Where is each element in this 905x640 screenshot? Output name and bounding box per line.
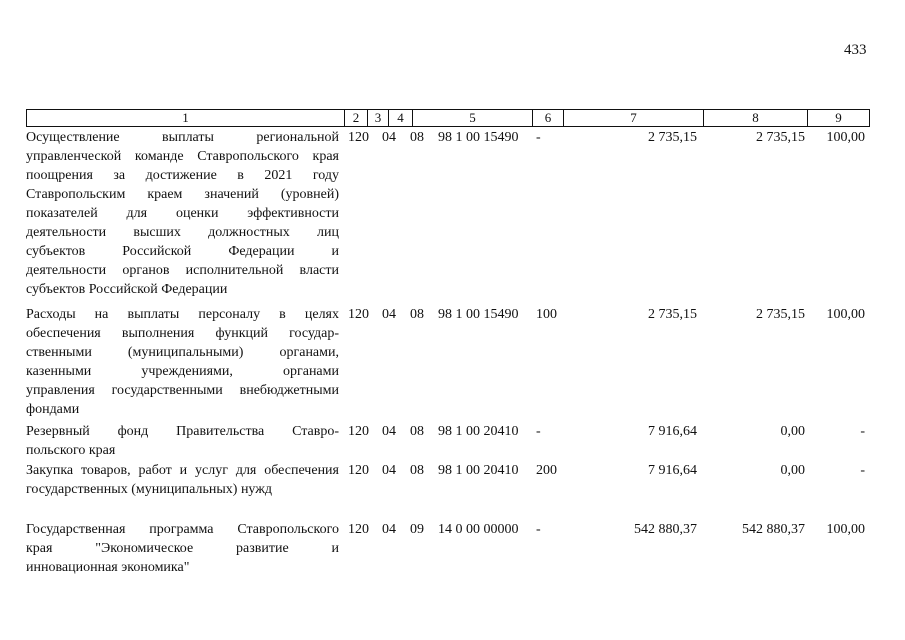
description-line: Осуществление выплаты региональной xyxy=(26,130,339,145)
header-col-5: 5 xyxy=(413,110,533,126)
cell-col-9: - xyxy=(860,463,865,478)
description-line: деятельности органов исполнительной власти xyxy=(26,263,339,278)
cell-col-7: 2 735,15 xyxy=(648,130,697,145)
cell-col-6: 100 xyxy=(536,307,557,322)
header-col-4: 4 xyxy=(389,110,413,126)
cell-col-5: 98 1 00 20410 xyxy=(438,424,519,439)
description-line: управления государственными внебюджетными xyxy=(26,383,339,398)
cell-col-6: - xyxy=(536,130,541,145)
cell-col-2: 120 xyxy=(348,130,369,145)
cell-col-5: 98 1 00 20410 xyxy=(438,463,519,478)
cell-col-5: 98 1 00 15490 xyxy=(438,130,519,145)
description-line: края "Экономическое развитие и xyxy=(26,541,339,556)
header-col-3: 3 xyxy=(368,110,389,126)
cell-col-7: 7 916,64 xyxy=(648,463,697,478)
table-header xyxy=(26,109,870,127)
cell-col-7: 542 880,37 xyxy=(634,522,697,537)
description-line: польского края xyxy=(26,443,116,458)
description-line: Закупка товаров, работ и услуг для обеспечения xyxy=(26,463,339,478)
cell-col-3: 04 xyxy=(382,463,396,478)
cell-col-7: 7 916,64 xyxy=(648,424,697,439)
row-description xyxy=(26,520,339,577)
cell-col-2: 120 xyxy=(348,522,369,537)
cell-col-8: 542 880,37 xyxy=(742,522,805,537)
row-description xyxy=(26,461,339,499)
row-description xyxy=(26,128,339,299)
row-description xyxy=(26,422,339,460)
description-line: обеспечения выполнения функций государ- xyxy=(26,326,339,341)
cell-col-3: 04 xyxy=(382,130,396,145)
cell-col-4: 08 xyxy=(410,424,424,439)
cell-col-9: 100,00 xyxy=(826,522,865,537)
cell-col-2: 120 xyxy=(348,463,369,478)
cell-col-4: 08 xyxy=(410,463,424,478)
cell-col-5: 14 0 00 00000 xyxy=(438,522,519,537)
header-col-9: 9 xyxy=(835,110,842,125)
cell-col-3: 04 xyxy=(382,522,396,537)
cell-col-2: 120 xyxy=(348,307,369,322)
cell-col-4: 09 xyxy=(410,522,424,537)
cell-col-4: 08 xyxy=(410,307,424,322)
description-line: поощрения за достижение в 2021 году xyxy=(26,168,339,183)
cell-col-6: - xyxy=(536,522,541,537)
description-line: субъектов Российской Федерации и xyxy=(26,244,339,259)
description-line: казенными учреждениями, органами xyxy=(26,364,339,379)
cell-col-8: 2 735,15 xyxy=(756,307,805,322)
cell-col-4: 08 xyxy=(410,130,424,145)
description-line: показателей для оценки эффективности xyxy=(26,206,339,221)
header-col-1: 1 xyxy=(27,110,345,126)
description-line: Ставропольским краем значений (уровней) xyxy=(26,187,339,202)
header-col-2: 2 xyxy=(345,110,368,126)
description-line: ственными (муниципальными) органами, xyxy=(26,345,339,360)
cell-col-9: 100,00 xyxy=(826,307,865,322)
cell-col-2: 120 xyxy=(348,424,369,439)
cell-col-3: 04 xyxy=(382,307,396,322)
cell-col-8: 0,00 xyxy=(780,424,805,439)
row-description xyxy=(26,305,339,419)
cell-col-9: - xyxy=(860,424,865,439)
description-line: фондами xyxy=(26,402,80,417)
cell-col-3: 04 xyxy=(382,424,396,439)
description-line: управленческой команде Ставропольского края xyxy=(26,149,339,164)
description-line: Резервный фонд Правительства Ставро- xyxy=(26,424,339,439)
cell-col-9: 100,00 xyxy=(826,130,865,145)
cell-col-6: 200 xyxy=(536,463,557,478)
header-col-6: 6 xyxy=(533,110,564,126)
cell-col-8: 0,00 xyxy=(780,463,805,478)
description-line: Расходы на выплаты персоналу в целях xyxy=(26,307,339,322)
cell-col-5: 98 1 00 15490 xyxy=(438,307,519,322)
header-col-8: 8 xyxy=(704,110,808,126)
page-number: 433 xyxy=(844,42,867,58)
cell-col-6: - xyxy=(536,424,541,439)
description-line: субъектов Российской Федерации xyxy=(26,282,228,297)
description-line: инновационная экономика" xyxy=(26,560,190,575)
description-line: деятельности высших должностных лиц xyxy=(26,225,339,240)
cell-col-8: 2 735,15 xyxy=(756,130,805,145)
description-line: Государственная программа Ставропольского xyxy=(26,522,339,537)
description-line: государственных (муниципальных) нужд xyxy=(26,482,273,497)
cell-col-7: 2 735,15 xyxy=(648,307,697,322)
header-col-7: 7 xyxy=(564,110,704,126)
